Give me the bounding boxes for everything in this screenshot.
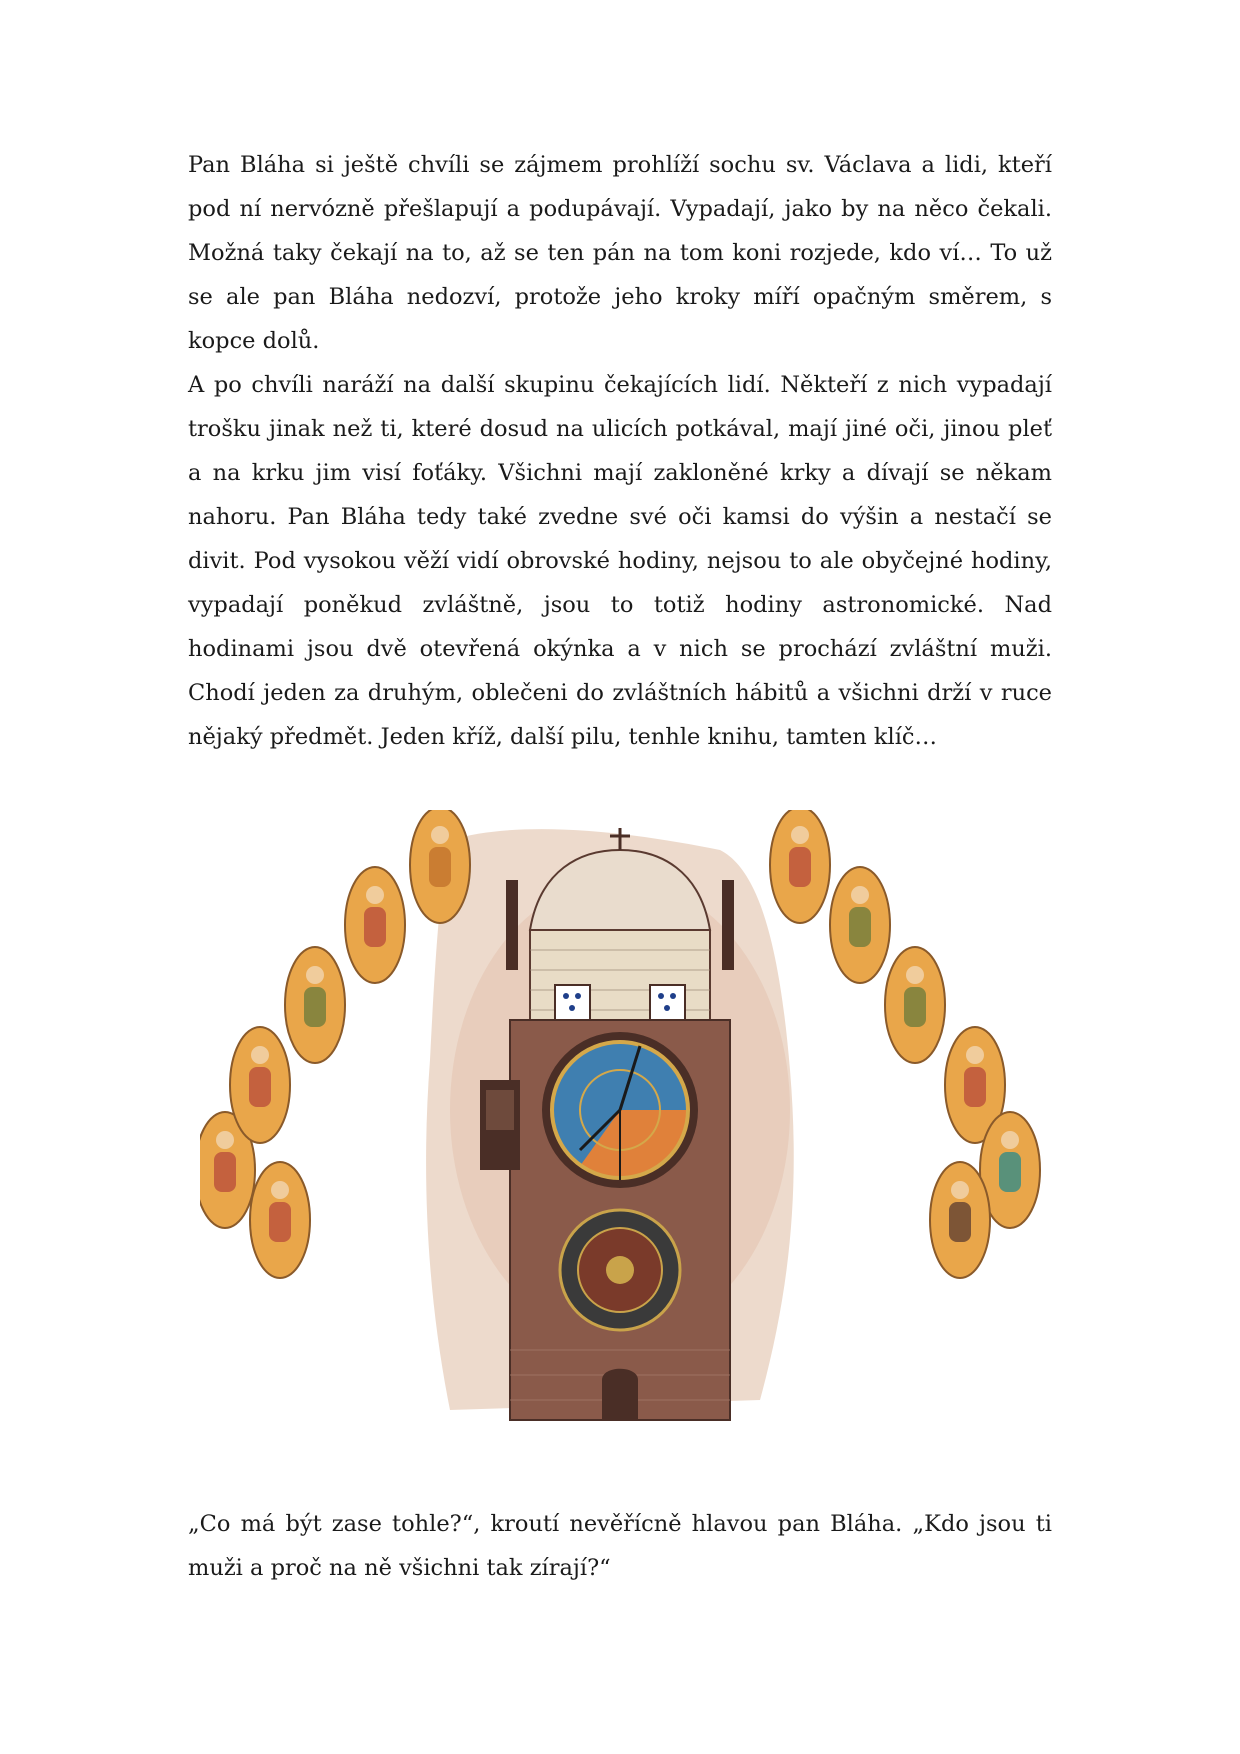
astronomical-dial <box>542 1032 698 1188</box>
paragraph-1: Pan Bláha si ještě chvíli se zájmem prohlíží sochu sv. Václava a lidi, kteří pod ní nervózně přešlapují a podupávají. Vypadají, jako by na něco čekali. Možná taky čekají na to, až se ten pán na tom koni rozjede, kdo ví… To už se ale pan Bláha nedozví, protože jeho kroky míří opačným směrem, s kopce dolů. <box>188 152 1052 354</box>
paragraph-2: A po chvíli naráží na další skupinu čekajících lidí. Někteří z nich vypadají trošku jinak než ti, které dosud na ulicích potkával, mají jiné oči, jinou pleť a na krku jim visí foťáky. Všichni mají zakloněné krky a dívají se někam nahoru. Pan Bláha tedy také zvedne své oči kamsi do výšin a nestačí se divit. Pod vysokou věží vidí obrovské hodiny, nejsou to ale obyčejné hodiny, vypadají poněkud zvláštně, jsou to totiž hodiny astronomické. Nad hodinami jsou dvě otevřená okýnka a v nich se prochází zvláštní muži. Chodí jeden za druhým, oblečeni do zvláštních hábitů a všichni drží v ruce nějaký předmět. Jeden kříž, další pilu, tenhle knihu, tamten klíč… <box>188 372 1052 750</box>
calendar-dial <box>560 1210 680 1330</box>
paragraph-3: „Co má být zase tohle?“, kroutí nevěřícně hlavou pan Bláha. „Kdo jsou ti muži a proč na ně všichni tak zírají?“ <box>188 1511 1052 1581</box>
astronomical-clock-illustration <box>200 810 1060 1440</box>
